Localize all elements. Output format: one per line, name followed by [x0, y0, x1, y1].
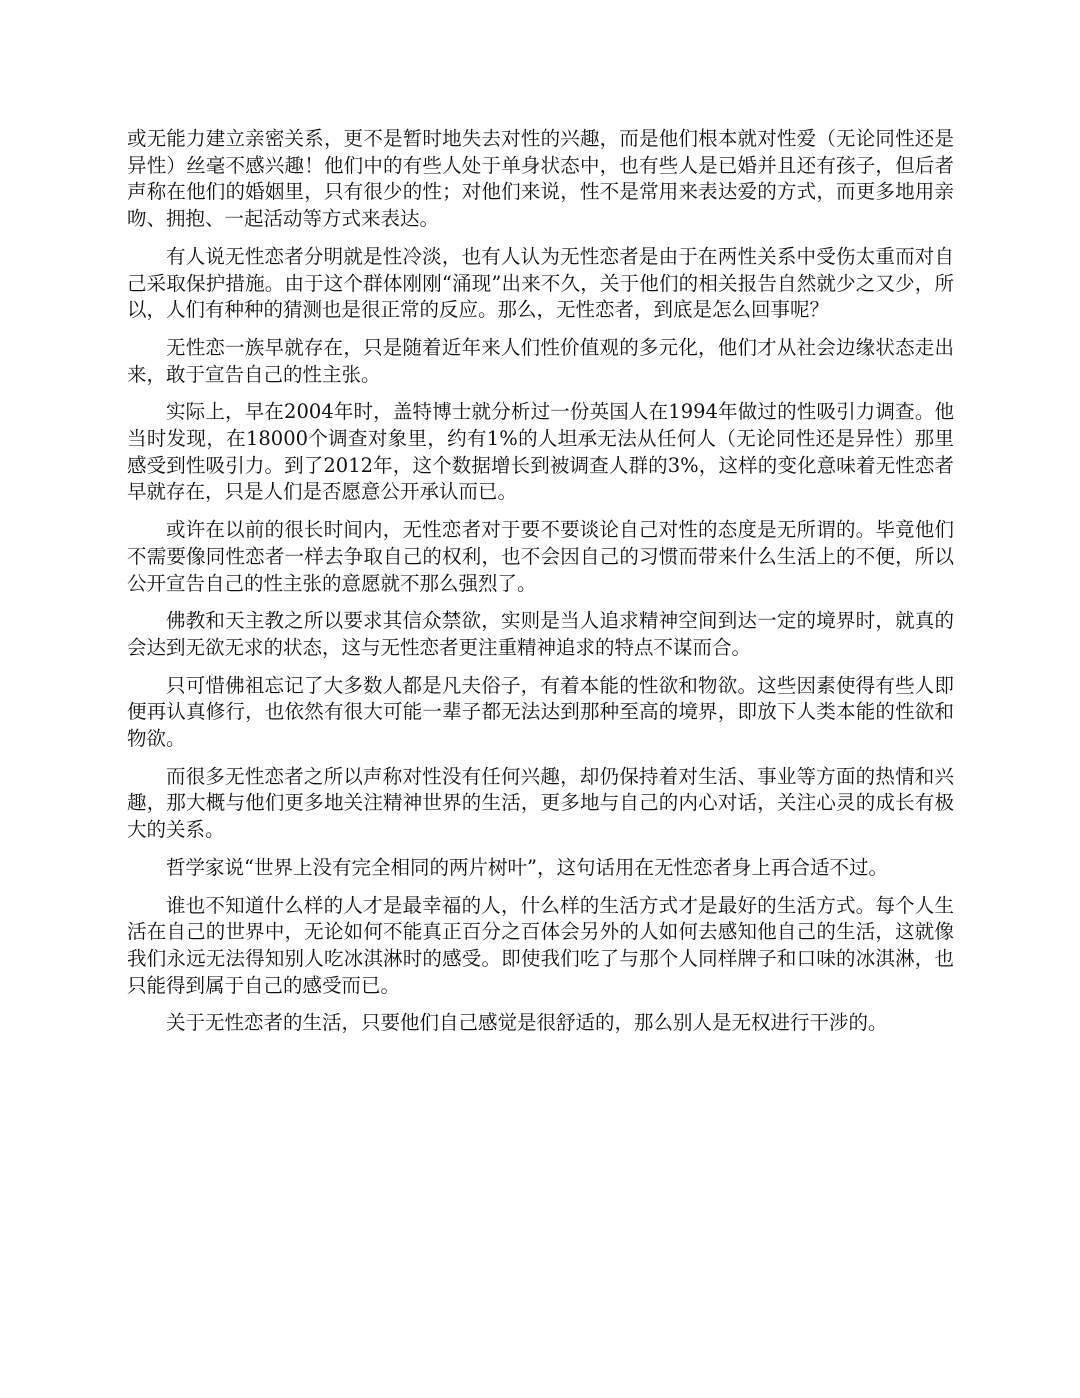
- paragraph-1: 或无能力建立亲密关系，更不是暂时地失去对性的兴趣，而是他们根本就对性爱（无论同性还是异性）丝毫不感兴趣！他们中的有些人处于单身状态中，也有些人是已婚并且还有孩子，但后者声称在他们的婚姻里，只有很少的性；对他们来说，性不是常用来表达爱的方式，而更多地用亲吻、拥抱、一起活动等方式来表达。: [127, 127, 954, 231]
- paragraph-9: 哲学家说“世界上没有完全相同的两片树叶”，这句话用在无性恋者身上再合适不过。: [166, 855, 888, 879]
- paragraph-4: 实际上，早在2004年时，盖特博士就分析过一份英国人在1994年做过的性吸引力调查。他当时发现，在18000个调查对象里，约有1%的人坦承无法从任何人（无论同性还是异性）那里感受到性吸引力。到了2012年，这个数据增长到被调查人群的3%，这样的变化意味着无性恋者早就存在，只是人们是否愿意公开承认而已。: [127, 400, 954, 504]
- paragraph-5: 或许在以前的很长时间内，无性恋者对于要不要谈论自己对性的态度是无所谓的。毕竟他们不需要像同性恋者一样去争取自己的权利，也不会因自己的习惯而带来什么生活上的不便，所以公开宣告自己的性主张的意愿就不那么强烈了。: [127, 518, 954, 595]
- paragraph-8: 而很多无性恋者之所以声称对性没有任何兴趣，却仍保持着对生活、事业等方面的热情和兴趣，那大概与他们更多地关注精神世界的生活，更多地与自己的内心对话，关注心灵的成长有极大的关系。: [127, 764, 954, 842]
- paragraph-6: 佛教和天主教之所以要求其信众禁欲，实则是当人追求精神空间到达一定的境界时，就真的会达到无欲无求的状态，这与无性恋者更注重精神追求的特点不谋而合。: [127, 609, 954, 659]
- paragraph-10: 谁也不知道什么样的人才是最幸福的人，什么样的生活方式才是最好的生活方式。每个人生活在自己的世界中，无论如何不能真正百分之百体会另外的人如何去感知他自己的生活，这就像我们永远无法得知别人吃冰淇淋时的感受。即使我们吃了与那个人同样牌子和口味的冰淇淋，也只能得到属于自己的感受而已。: [127, 893, 954, 997]
- paragraph-2: 有人说无性恋者分明就是性冷淡，也有人认为无性恋者是由于在两性关系中受伤太重而对自己采取保护措施。由于这个群体刚刚“涌现”出来不久，关于他们的相关报告自然就少之又少，所以，人们有种种的猜测也是很正常的反应。那么，无性恋者，到底是怎么回事呢？: [127, 244, 954, 322]
- document-body: [127, 126, 954, 1048]
- paragraph-3: 无性恋一族早就存在，只是随着近年来人们性价值观的多元化，他们才从社会边缘状态走出来，敢于宣告自己的性主张。: [127, 335, 954, 386]
- paragraph-11: 关于无性恋者的生活，只要他们自己感觉是很舒适的，那么别人是无权进行干涉的。: [166, 1011, 888, 1035]
- paragraph-7: 只可惜佛祖忘记了大多数人都是凡夫俗子，有着本能的性欲和物欲。这些因素使得有些人即便再认真修行，也依然有很大可能一辈子都无法达到那种至高的境界，即放下人类本能的性欲和物欲。: [127, 673, 954, 751]
